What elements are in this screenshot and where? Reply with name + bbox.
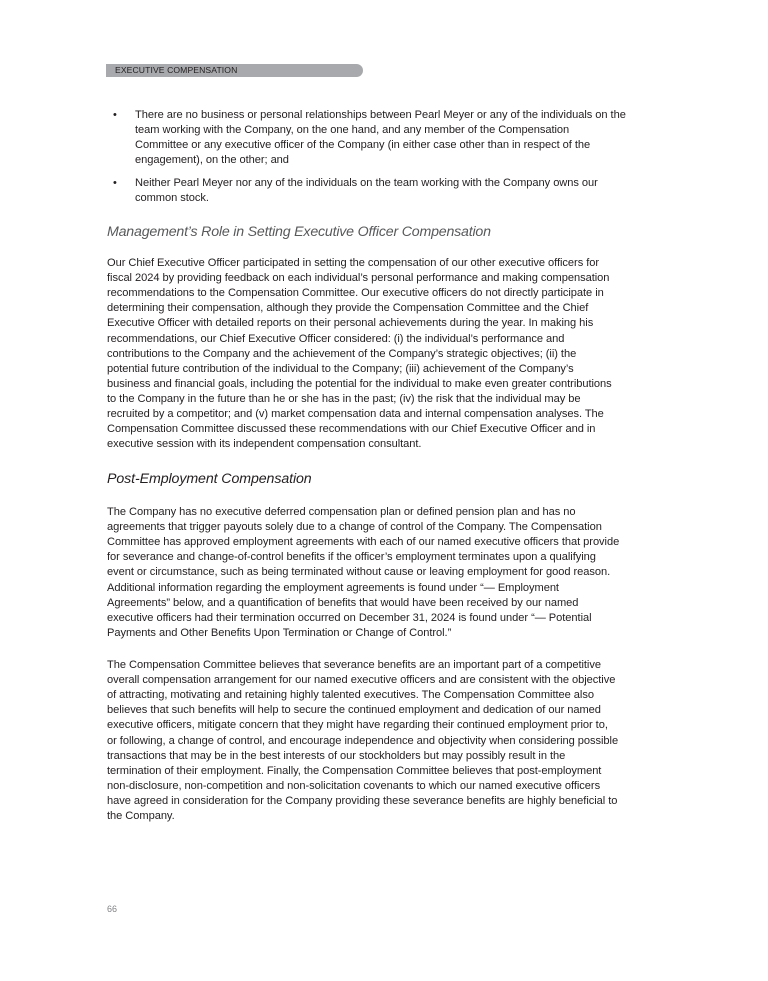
bullet-1-line: engagement), on the other; and xyxy=(135,154,289,166)
bullet-icon: • xyxy=(113,177,117,189)
paragraph-line: recommendations, our Chief Executive Officer considered: (i) the individual’s performance and xyxy=(107,332,565,345)
paragraph-line: recommendations to the Compensation Committee. Our executive officers do not directly participate in xyxy=(107,287,604,300)
paragraph-line: to the Company in the future than he or she has in the past; (iv) the risk that the individual may be xyxy=(107,392,581,405)
paragraph-line: determining their compensation, although they provide the Compensation Committee and the Chief xyxy=(107,302,589,315)
paragraph-line: believes that such benefits will help to secure the continued employment and dedication of our named xyxy=(107,704,601,717)
paragraph-line: termination of their employment. Finally, the Compensation Committee believes that post-employment xyxy=(107,764,602,777)
paragraph-line: Our Chief Executive Officer participated in setting the compensation of our other executive officers for xyxy=(107,257,600,269)
paragraph-line: Payments and Other Benefits Upon Termination or Change of Control.” xyxy=(107,626,452,639)
paragraph-line: business and financial goals, including the potential for the individual to make even greater contributions xyxy=(107,377,612,390)
paragraph-line: Executive Officer with detailed reports on their personal achievements during the year. In making his xyxy=(107,317,594,330)
paragraph-line: Committee has approved employment agreements with each of our named executive officers that provide xyxy=(107,536,620,549)
bullet-icon: • xyxy=(113,109,117,121)
paragraph-line: The Company has no executive deferred compensation plan or defined pension plan and has no xyxy=(107,506,576,518)
paragraph-line: executive officers, mitigate concern that they might have regarding their continued employment prior to, xyxy=(107,719,608,732)
bullet-1-line: team working with the Company, on the one hand, and any member of the Compensation xyxy=(135,124,570,136)
paragraph-line: transactions that may be in the best interests of our stockholders but may possibly result in the xyxy=(107,749,566,762)
paragraph-line: the Company. xyxy=(107,810,175,822)
paragraph-line: Compensation Committee discussed these recommendations with our Chief Executive Officer and in xyxy=(107,423,596,436)
paragraph-line: The Compensation Committee believes that severance benefits are an important part of a competitive xyxy=(107,659,601,671)
section-header-bar xyxy=(106,64,363,77)
bullet-1-line: There are no business or personal relationships between Pearl Meyer or any of the individuals on the xyxy=(135,109,626,121)
paragraph-line: executive session with its independent compensation consultant. xyxy=(107,438,422,451)
paragraph-line: have agreed in consideration for the Company providing these severance benefits are highly beneficial to xyxy=(107,794,618,807)
paragraph-line: agreements that trigger payouts solely due to a change of control of the Company. The Compensation xyxy=(107,521,602,534)
paragraph-line: contributions to the Company and the achievement of the Company’s strategic objectives; (ii) the xyxy=(107,347,577,360)
paragraph-line: executive officers had their termination occurred on December 31, 2024 is found under “— Potential xyxy=(107,611,592,624)
paragraph-line: Agreements” below, and a quantification of benefits that would have been received by our named xyxy=(107,596,579,609)
paragraph-line: fiscal 2024 by providing feedback on each individual’s personal performance and making compensation xyxy=(107,272,610,285)
section-label: EXECUTIVE COMPENSATION xyxy=(115,65,238,75)
section-heading-management-role: Management’s Role in Setting Executive Officer Compensation xyxy=(107,224,491,240)
bullet-2-line: Neither Pearl Meyer nor any of the individuals on the team working with the Company owns our xyxy=(135,177,598,189)
paragraph-line: for severance and change-of-control benefits if the officer’s employment terminates upon a qualifying xyxy=(107,551,596,564)
paragraph-line: or following, a change of control, and encourage independence and objectivity when considering possible xyxy=(107,734,619,747)
page-number: 66 xyxy=(107,904,118,914)
section-heading-post-employment: Post-Employment Compensation xyxy=(107,471,312,487)
paragraph-line: of attracting, motivating and retaining highly talented executives. The Compensation Committee also xyxy=(107,689,594,702)
paragraph-line: Additional information regarding the employment agreements is found under “— Employment xyxy=(107,581,559,594)
paragraph-line: event or circumstance, such as being terminated without cause or leaving employment for good reason. xyxy=(107,566,611,579)
paragraph-line: non-disclosure, non-competition and non-solicitation covenants to which our named executive officers xyxy=(107,779,601,792)
paragraph-line: potential future contribution of the individual to the Company; (iii) achievement of the Company’s xyxy=(107,362,574,375)
bullet-2-line: common stock. xyxy=(135,192,209,204)
paragraph-line: recruited by a competitor; and (v) market compensation data and internal compensation analyses. The xyxy=(107,408,604,420)
paragraph-line: overall compensation arrangement for our named executive officers and are consistent with the objective xyxy=(107,674,616,687)
bullet-1-line: Committee or any executive officer of the Company (in either case other than in respect of the xyxy=(135,139,591,151)
